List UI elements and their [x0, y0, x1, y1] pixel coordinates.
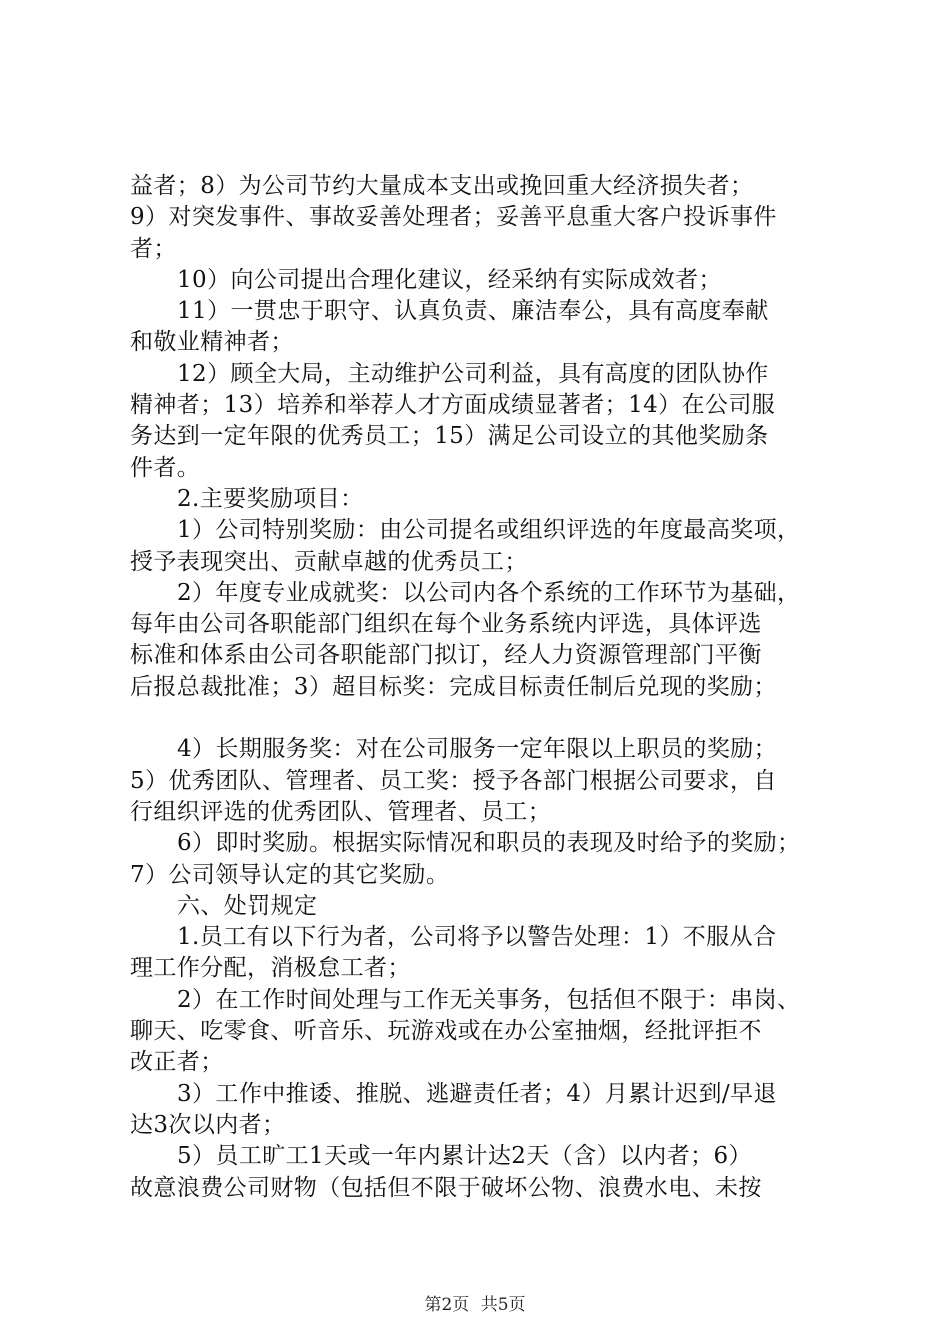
text-line: 理工作分配，消极怠工者；: [130, 955, 411, 982]
text-line: 者；: [130, 235, 177, 262]
text-line: 务达到一定年限的优秀员工；15）满足公司设立的其他奖励条: [130, 423, 769, 450]
text-line: 7）公司领导认定的其它奖励。: [130, 861, 450, 888]
text-line: 聊天、吃零食、听音乐、玩游戏或在办公室抽烟，经批评拒不: [130, 1018, 762, 1045]
text-line: 2）在工作时间处理与工作无关事务，包括但不限于：串岗、: [177, 986, 801, 1013]
text-line: 5）优秀团队、管理者、员工奖：授予各部门根据公司要求，自: [130, 767, 777, 794]
total-pages: 共5页: [480, 1295, 526, 1315]
text-line: 授予表现突出、贡献卓越的优秀员工；: [130, 548, 528, 575]
text-line: 六、处罚规定: [177, 892, 318, 919]
text-line: 后报总裁批准；3）超目标奖：完成目标责任制后兑现的奖励；: [130, 673, 777, 700]
text-line: 精神者；13）培养和举荐人才方面成绩显著者；14）在公司服: [130, 392, 776, 419]
page-footer: [0, 1290, 950, 1315]
text-line: 6）即时奖励。根据实际情况和职员的表现及时给予的奖励；: [177, 830, 801, 857]
text-line: 4）长期服务奖：对在公司服务一定年限以上职员的奖励；: [177, 736, 778, 763]
text-line: 件者。: [130, 454, 201, 481]
text-line: 5）员工旷工1天或一年内累计达2天（含）以内者；6）: [177, 1143, 752, 1170]
text-line: 3）工作中推诿、推脱、逃避责任者；4）月累计迟到/早退: [177, 1080, 777, 1107]
text-line: 标准和体系由公司各职能部门拟订，经人力资源管理部门平衡: [130, 642, 762, 669]
text-line: 12）顾全大局，主动维护公司利益，具有高度的团队协作: [177, 360, 769, 387]
text-line: 和敬业精神者；: [130, 329, 294, 356]
text-line: 益者；8）为公司节约大量成本支出或挽回重大经济损失者；: [130, 173, 754, 199]
text-line: 改正者；: [130, 1049, 224, 1076]
text-line: 故意浪费公司财物（包括但不限于破坏公物、浪费水电、未按: [130, 1174, 762, 1201]
text-line: 行组织评选的优秀团队、管理者、员工；: [130, 798, 552, 825]
document-body: [130, 171, 840, 1204]
text-line: 9）对突发事件、事故妥善处理者；妥善平息重大客户投诉事件: [130, 204, 777, 231]
text-line: 每年由公司各职能部门组织在每个业务系统内评选，具体评选: [130, 611, 762, 638]
text-line: 1.员工有以下行为者，公司将予以警告处理：1）不服从合: [177, 924, 777, 951]
text-line: 11）一贯忠于职守、认真负责、廉洁奉公，具有高度奉献: [177, 298, 769, 325]
page-number: 第2页: [424, 1295, 470, 1315]
text-line: 达3次以内者；: [130, 1111, 286, 1138]
text-line: 2）年度专业成就奖：以公司内各个系统的工作环节为基础，: [177, 579, 801, 606]
text-line: 10）向公司提出合理化建议，经采纳有实际成效者；: [177, 266, 722, 293]
text-line: 2.主要奖励项目：: [177, 485, 364, 512]
blank-line: [130, 703, 840, 734]
text-line: 1）公司特别奖励：由公司提名或组织评选的年度最高奖项，: [177, 517, 801, 544]
